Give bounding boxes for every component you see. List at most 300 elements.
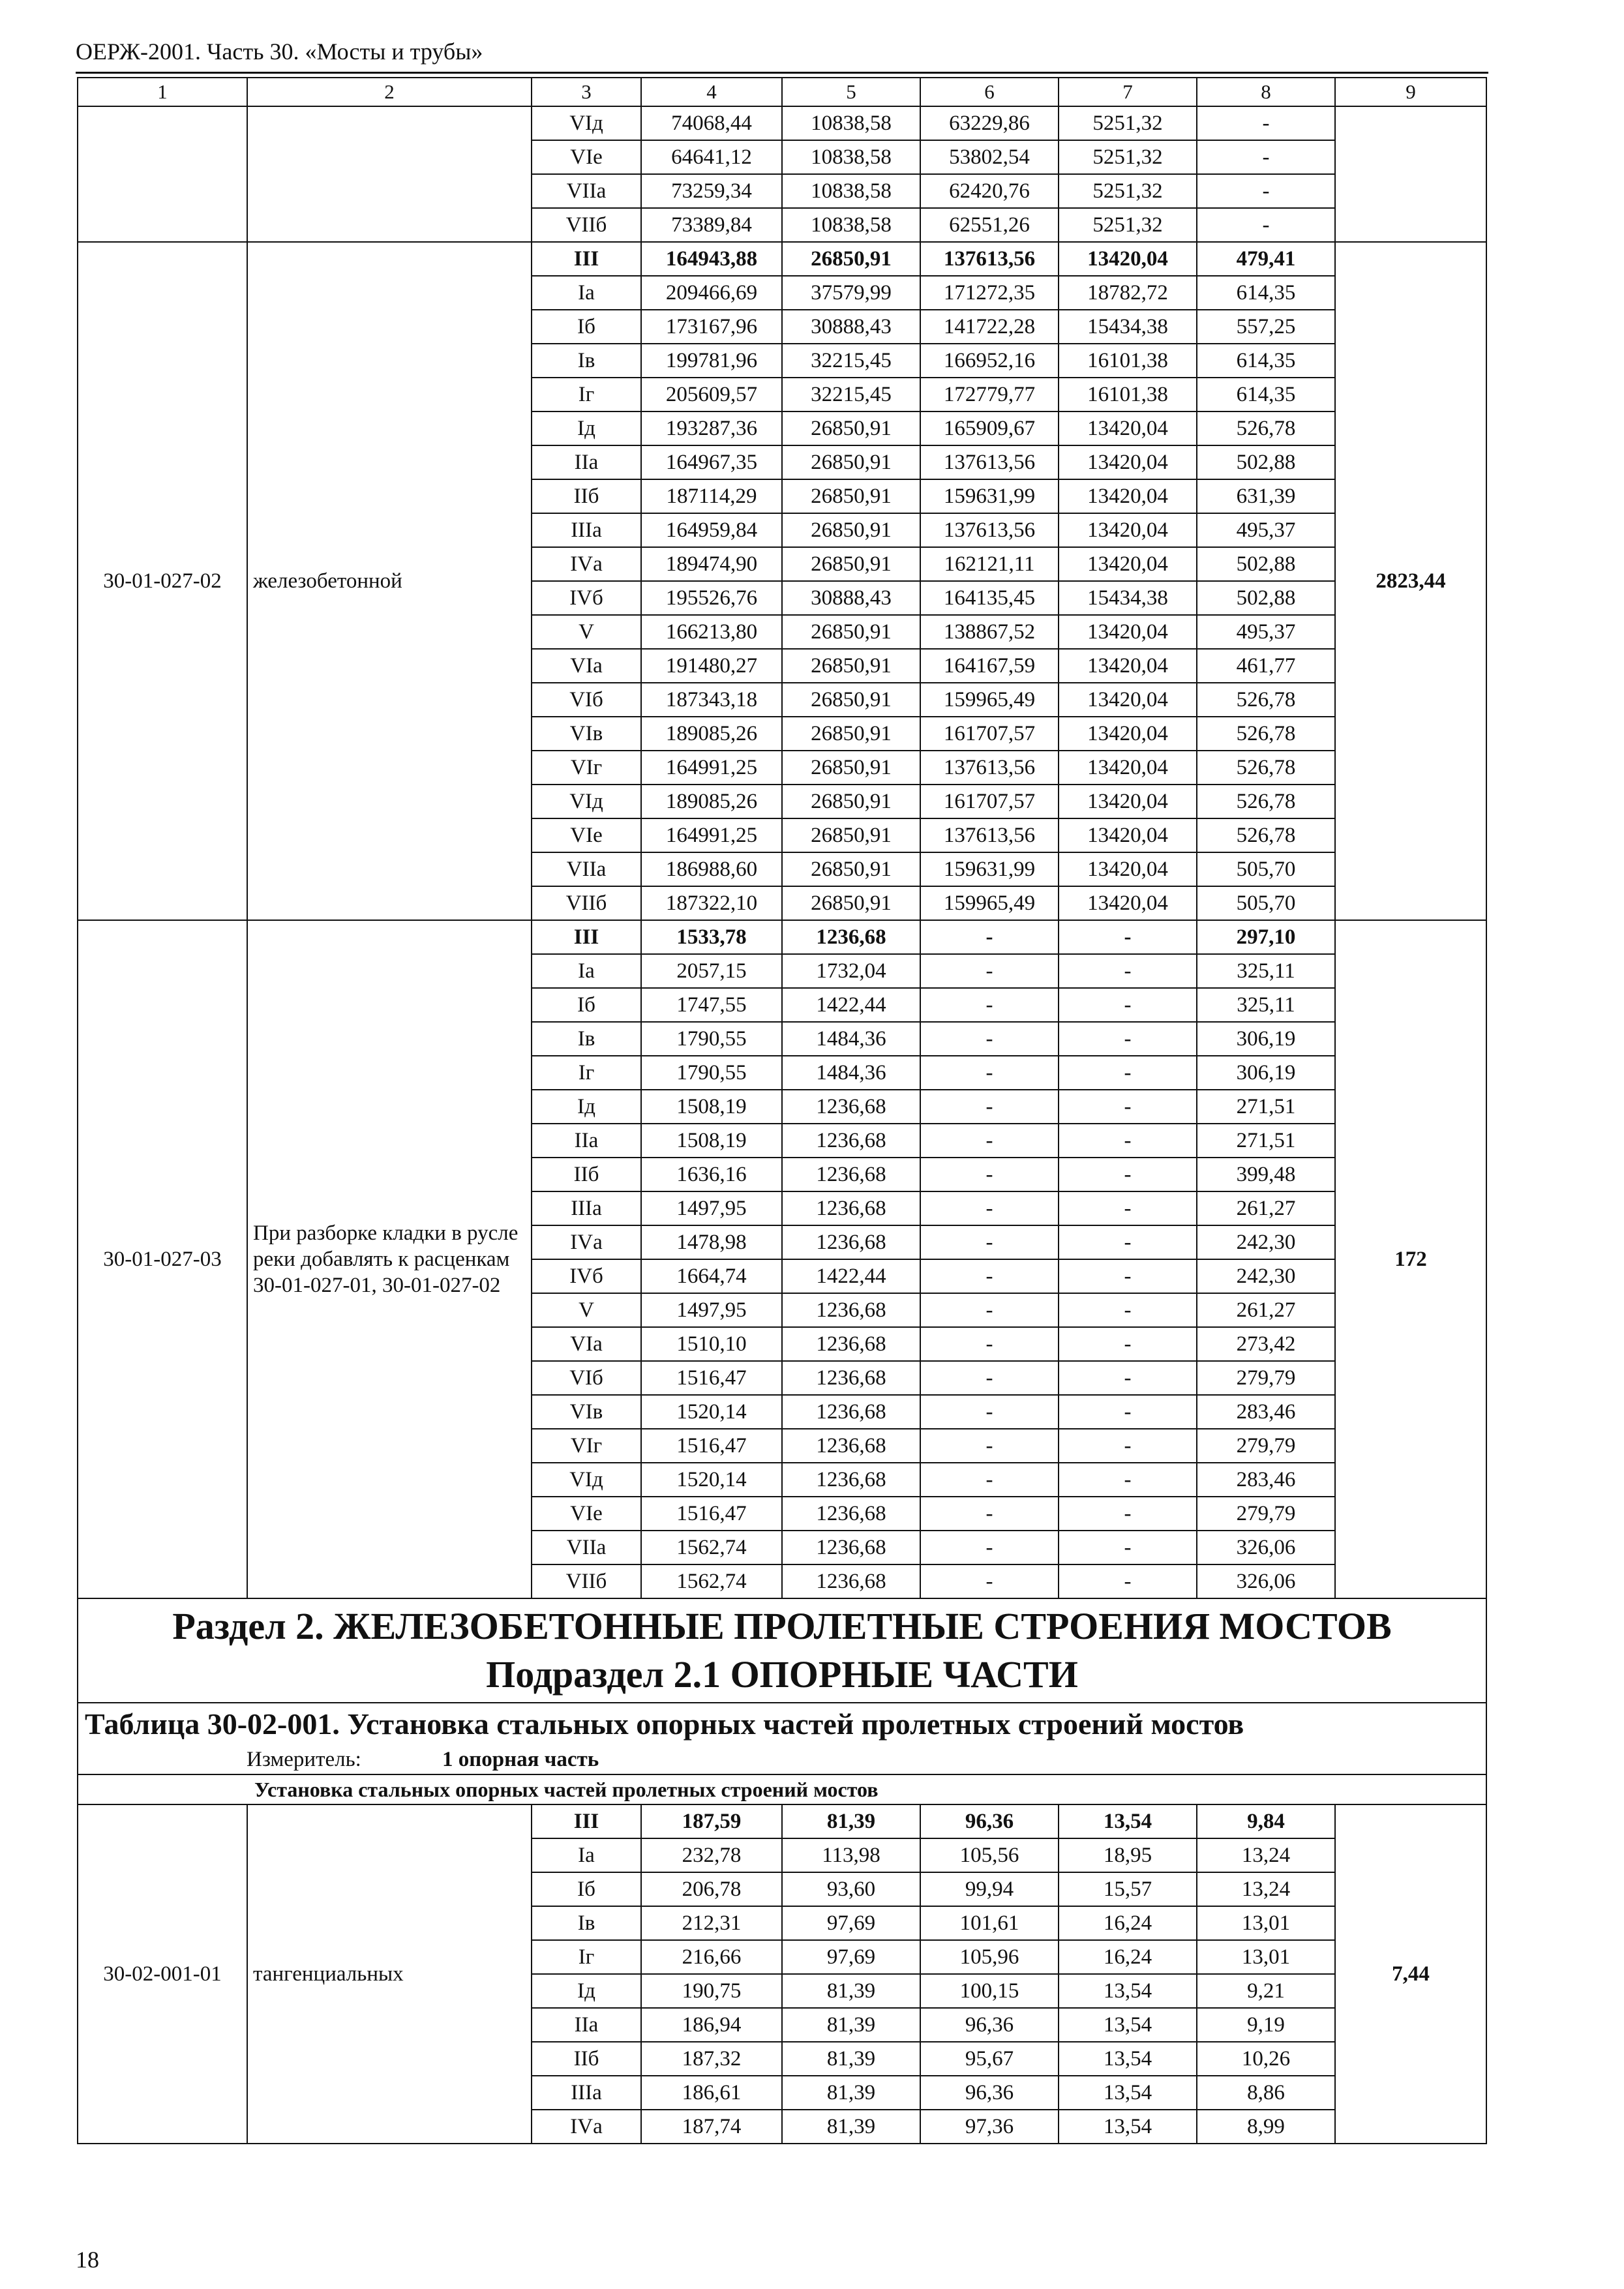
value-cell: 1236,68 bbox=[782, 1463, 920, 1497]
value-cell: 495,37 bbox=[1197, 615, 1335, 649]
value-cell: 26850,91 bbox=[782, 751, 920, 785]
value-cell: 13,54 bbox=[1059, 2110, 1197, 2144]
value-cell: 13420,04 bbox=[1059, 479, 1197, 513]
value-cell: 1422,44 bbox=[782, 988, 920, 1022]
value-cell: - bbox=[1197, 106, 1335, 140]
value-cell: IIIа bbox=[532, 2076, 641, 2110]
value-cell: 13420,04 bbox=[1059, 852, 1197, 886]
value-cell: 1790,55 bbox=[641, 1022, 782, 1056]
value-cell: Iа bbox=[532, 954, 641, 988]
value-cell: 32215,45 bbox=[782, 378, 920, 411]
rate-total: 2823,44 bbox=[1335, 242, 1486, 920]
value-cell: 161707,57 bbox=[920, 717, 1059, 751]
value-cell: 261,27 bbox=[1197, 1191, 1335, 1225]
value-cell: 1484,36 bbox=[782, 1056, 920, 1090]
value-cell: 1747,55 bbox=[641, 988, 782, 1022]
value-cell: 173167,96 bbox=[641, 310, 782, 344]
value-cell: Iв bbox=[532, 344, 641, 378]
value-cell: 326,06 bbox=[1197, 1564, 1335, 1598]
value-cell: 479,41 bbox=[1197, 242, 1335, 276]
value-cell: - bbox=[920, 1293, 1059, 1327]
value-cell: 53802,54 bbox=[920, 140, 1059, 174]
value-cell: 137613,56 bbox=[920, 818, 1059, 852]
value-cell: IVб bbox=[532, 581, 641, 615]
value-cell: 73389,84 bbox=[641, 208, 782, 242]
value-cell: 614,35 bbox=[1197, 276, 1335, 310]
value-cell: 93,60 bbox=[782, 1872, 920, 1906]
value-cell: 1484,36 bbox=[782, 1022, 920, 1056]
value-cell: 273,42 bbox=[1197, 1327, 1335, 1361]
value-cell: 557,25 bbox=[1197, 310, 1335, 344]
value-cell: 16101,38 bbox=[1059, 378, 1197, 411]
column-number: 4 bbox=[641, 78, 782, 106]
value-cell: 141722,28 bbox=[920, 310, 1059, 344]
value-cell: 16,24 bbox=[1059, 1940, 1197, 1974]
value-cell: 1236,68 bbox=[782, 920, 920, 954]
value-cell: 30888,43 bbox=[782, 310, 920, 344]
value-cell: 96,36 bbox=[920, 2008, 1059, 2042]
value-cell: VIIб bbox=[532, 886, 641, 920]
value-cell: 26850,91 bbox=[782, 513, 920, 547]
value-cell: 81,39 bbox=[782, 2076, 920, 2110]
value-cell: Iд bbox=[532, 1090, 641, 1124]
value-cell: 95,67 bbox=[920, 2042, 1059, 2076]
value-cell: 1732,04 bbox=[782, 954, 920, 988]
value-cell: 1236,68 bbox=[782, 1191, 920, 1225]
value-cell: 26850,91 bbox=[782, 717, 920, 751]
value-cell: Iв bbox=[532, 1906, 641, 1940]
value-cell: 399,48 bbox=[1197, 1158, 1335, 1191]
value-cell: 159631,99 bbox=[920, 479, 1059, 513]
value-cell: 212,31 bbox=[641, 1906, 782, 1940]
column-number: 3 bbox=[532, 78, 641, 106]
value-cell: - bbox=[1059, 1259, 1197, 1293]
value-cell: VIа bbox=[532, 649, 641, 683]
value-cell: 242,30 bbox=[1197, 1259, 1335, 1293]
value-cell: 164991,25 bbox=[641, 818, 782, 852]
value-cell: 171272,35 bbox=[920, 276, 1059, 310]
value-cell: 13,24 bbox=[1197, 1872, 1335, 1906]
value-cell: - bbox=[920, 1327, 1059, 1361]
value-cell: - bbox=[920, 954, 1059, 988]
table-title-row bbox=[78, 1703, 1486, 1745]
value-cell: 137613,56 bbox=[920, 751, 1059, 785]
value-cell: 13420,04 bbox=[1059, 785, 1197, 818]
value-cell: IIб bbox=[532, 479, 641, 513]
value-cell: 10838,58 bbox=[782, 174, 920, 208]
value-cell: IIа bbox=[532, 2008, 641, 2042]
value-cell: 297,10 bbox=[1197, 920, 1335, 954]
value-cell: - bbox=[1059, 1293, 1197, 1327]
value-cell: 81,39 bbox=[782, 2042, 920, 2076]
value-cell: 1236,68 bbox=[782, 1531, 920, 1564]
value-cell: 13,54 bbox=[1059, 1974, 1197, 2008]
value-cell: 1236,68 bbox=[782, 1293, 920, 1327]
value-cell: Iв bbox=[532, 1022, 641, 1056]
value-cell: VIIа bbox=[532, 852, 641, 886]
value-cell: 526,78 bbox=[1197, 785, 1335, 818]
value-cell: 502,88 bbox=[1197, 445, 1335, 479]
value-cell: 279,79 bbox=[1197, 1361, 1335, 1395]
value-cell: - bbox=[1059, 1497, 1197, 1531]
value-cell: 186,61 bbox=[641, 2076, 782, 2110]
value-cell: 62551,26 bbox=[920, 208, 1059, 242]
value-cell: V bbox=[532, 615, 641, 649]
value-cell: 74068,44 bbox=[641, 106, 782, 140]
value-cell: - bbox=[1059, 1564, 1197, 1598]
value-cell: 164959,84 bbox=[641, 513, 782, 547]
value-cell: - bbox=[920, 1090, 1059, 1124]
sub-heading: Установка стальных опорных частей пролетных строений мостов bbox=[78, 1774, 1486, 1804]
section-subtitle: Подраздел 2.1 ОПОРНЫЕ ЧАСТИ bbox=[486, 1653, 1078, 1696]
value-cell: 13420,04 bbox=[1059, 547, 1197, 581]
value-cell: 261,27 bbox=[1197, 1293, 1335, 1327]
value-cell: 99,94 bbox=[920, 1872, 1059, 1906]
value-cell: 26850,91 bbox=[782, 683, 920, 717]
value-cell: 13420,04 bbox=[1059, 411, 1197, 445]
value-cell: Iг bbox=[532, 1056, 641, 1090]
value-cell: IIIа bbox=[532, 513, 641, 547]
value-cell: 13420,04 bbox=[1059, 649, 1197, 683]
value-cell: 30888,43 bbox=[782, 581, 920, 615]
value-cell: 526,78 bbox=[1197, 751, 1335, 785]
value-cell: 1236,68 bbox=[782, 1225, 920, 1259]
value-cell: 1562,74 bbox=[641, 1564, 782, 1598]
value-cell: - bbox=[1059, 1158, 1197, 1191]
value-cell: VIе bbox=[532, 140, 641, 174]
value-cell: 26850,91 bbox=[782, 785, 920, 818]
value-cell: 13,24 bbox=[1197, 1838, 1335, 1872]
value-cell: 13,54 bbox=[1059, 2076, 1197, 2110]
value-cell: 1478,98 bbox=[641, 1225, 782, 1259]
rate-name: тангенциальных bbox=[247, 1804, 532, 2144]
value-cell: 159631,99 bbox=[920, 852, 1059, 886]
value-cell: 13420,04 bbox=[1059, 242, 1197, 276]
value-cell: 138867,52 bbox=[920, 615, 1059, 649]
value-cell: 159965,49 bbox=[920, 683, 1059, 717]
table-row bbox=[78, 242, 1486, 276]
value-cell: 1516,47 bbox=[641, 1429, 782, 1463]
value-cell: Iг bbox=[532, 378, 641, 411]
value-cell: 306,19 bbox=[1197, 1056, 1335, 1090]
value-cell: V bbox=[532, 1293, 641, 1327]
value-cell: - bbox=[920, 1361, 1059, 1395]
value-cell: 18782,72 bbox=[1059, 276, 1197, 310]
value-cell: 1236,68 bbox=[782, 1327, 920, 1361]
value-cell: 8,99 bbox=[1197, 2110, 1335, 2144]
value-cell: 1516,47 bbox=[641, 1497, 782, 1531]
value-cell: 271,51 bbox=[1197, 1090, 1335, 1124]
value-cell: 193287,36 bbox=[641, 411, 782, 445]
value-cell: 10838,58 bbox=[782, 106, 920, 140]
table-row bbox=[78, 1804, 1486, 1838]
column-number: 9 bbox=[1335, 78, 1486, 106]
value-cell: 96,36 bbox=[920, 2076, 1059, 2110]
value-cell: 8,86 bbox=[1197, 2076, 1335, 2110]
rate-total: 172 bbox=[1335, 920, 1486, 1598]
value-cell: 189474,90 bbox=[641, 547, 782, 581]
value-cell: Iб bbox=[532, 310, 641, 344]
column-number-row bbox=[78, 78, 1486, 106]
value-cell: 1236,68 bbox=[782, 1497, 920, 1531]
value-cell: 26850,91 bbox=[782, 649, 920, 683]
value-cell: III bbox=[532, 920, 641, 954]
measure-row bbox=[78, 1745, 1486, 1774]
value-cell: 232,78 bbox=[641, 1838, 782, 1872]
value-cell: 1533,78 bbox=[641, 920, 782, 954]
value-cell: 191480,27 bbox=[641, 649, 782, 683]
value-cell: - bbox=[920, 1463, 1059, 1497]
value-cell: - bbox=[920, 1056, 1059, 1090]
column-number: 6 bbox=[920, 78, 1059, 106]
value-cell: 64641,12 bbox=[641, 140, 782, 174]
value-cell: 242,30 bbox=[1197, 1225, 1335, 1259]
value-cell: 1520,14 bbox=[641, 1395, 782, 1429]
value-cell: 614,35 bbox=[1197, 378, 1335, 411]
value-cell: 13420,04 bbox=[1059, 513, 1197, 547]
value-cell: 26850,91 bbox=[782, 411, 920, 445]
value-cell: 187,59 bbox=[641, 1804, 782, 1838]
value-cell: - bbox=[920, 988, 1059, 1022]
value-cell: 1516,47 bbox=[641, 1361, 782, 1395]
value-cell: IIIа bbox=[532, 1191, 641, 1225]
value-cell: VIд bbox=[532, 785, 641, 818]
table-row bbox=[78, 920, 1486, 954]
rate-code: 30-02-001-01 bbox=[78, 1804, 247, 2144]
value-cell: 13420,04 bbox=[1059, 751, 1197, 785]
value-cell: 63229,86 bbox=[920, 106, 1059, 140]
column-number: 1 bbox=[78, 78, 247, 106]
value-cell: - bbox=[1059, 1531, 1197, 1564]
value-cell: 26850,91 bbox=[782, 547, 920, 581]
value-cell: 13420,04 bbox=[1059, 683, 1197, 717]
value-cell: 189085,26 bbox=[641, 785, 782, 818]
value-cell: - bbox=[1059, 1429, 1197, 1463]
value-cell: 187322,10 bbox=[641, 886, 782, 920]
value-cell: - bbox=[1197, 174, 1335, 208]
value-cell: 1508,19 bbox=[641, 1124, 782, 1158]
value-cell: 159965,49 bbox=[920, 886, 1059, 920]
value-cell: 5251,32 bbox=[1059, 208, 1197, 242]
value-cell: 166213,80 bbox=[641, 615, 782, 649]
value-cell: - bbox=[920, 1531, 1059, 1564]
value-cell: VIе bbox=[532, 1497, 641, 1531]
value-cell: 137613,56 bbox=[920, 242, 1059, 276]
value-cell: VIа bbox=[532, 1327, 641, 1361]
measure-value: 1 опорная часть bbox=[442, 1748, 599, 1771]
value-cell: 162121,11 bbox=[920, 547, 1059, 581]
value-cell: - bbox=[920, 1158, 1059, 1191]
value-cell: 505,70 bbox=[1197, 886, 1335, 920]
value-cell: 81,39 bbox=[782, 2110, 920, 2144]
value-cell: IVа bbox=[532, 2110, 641, 2144]
code-cell-empty bbox=[78, 106, 247, 242]
value-cell: - bbox=[1059, 1361, 1197, 1395]
value-cell: 1636,16 bbox=[641, 1158, 782, 1191]
value-cell: 1510,10 bbox=[641, 1327, 782, 1361]
value-cell: - bbox=[1059, 1090, 1197, 1124]
rate-code: 30-01-027-02 bbox=[78, 242, 247, 920]
value-cell: 166952,16 bbox=[920, 344, 1059, 378]
value-cell: IIа bbox=[532, 445, 641, 479]
value-cell: VIе bbox=[532, 818, 641, 852]
rate-name: железобетонной bbox=[247, 242, 532, 920]
value-cell: 1236,68 bbox=[782, 1395, 920, 1429]
value-cell: 13420,04 bbox=[1059, 615, 1197, 649]
value-cell: Iа bbox=[532, 1838, 641, 1872]
value-cell: 1664,74 bbox=[641, 1259, 782, 1293]
value-cell: IIб bbox=[532, 2042, 641, 2076]
value-cell: 526,78 bbox=[1197, 411, 1335, 445]
value-cell: 13420,04 bbox=[1059, 818, 1197, 852]
value-cell: 5251,32 bbox=[1059, 174, 1197, 208]
value-cell: 1790,55 bbox=[641, 1056, 782, 1090]
value-cell: 137613,56 bbox=[920, 445, 1059, 479]
value-cell: 502,88 bbox=[1197, 581, 1335, 615]
value-cell: 164167,59 bbox=[920, 649, 1059, 683]
value-cell: 5251,32 bbox=[1059, 106, 1197, 140]
value-cell: 1422,44 bbox=[782, 1259, 920, 1293]
rate-name: При разборке кладки в русле реки добавлять к расценкам 30-01-027-01, 30-01-027-02 bbox=[247, 920, 532, 1598]
value-cell: 164991,25 bbox=[641, 751, 782, 785]
value-cell: III bbox=[532, 242, 641, 276]
value-cell: 205609,57 bbox=[641, 378, 782, 411]
value-cell: Iг bbox=[532, 1940, 641, 1974]
value-cell: 187114,29 bbox=[641, 479, 782, 513]
value-cell: - bbox=[920, 1497, 1059, 1531]
value-cell: VIд bbox=[532, 106, 641, 140]
value-cell: - bbox=[1197, 208, 1335, 242]
value-cell: 164135,45 bbox=[920, 581, 1059, 615]
value-cell: 283,46 bbox=[1197, 1395, 1335, 1429]
value-cell: VIг bbox=[532, 1429, 641, 1463]
value-cell: 306,19 bbox=[1197, 1022, 1335, 1056]
value-cell: 495,37 bbox=[1197, 513, 1335, 547]
value-cell: 199781,96 bbox=[641, 344, 782, 378]
value-cell: 62420,76 bbox=[920, 174, 1059, 208]
value-cell: 325,11 bbox=[1197, 954, 1335, 988]
value-cell: 502,88 bbox=[1197, 547, 1335, 581]
value-cell: 1236,68 bbox=[782, 1158, 920, 1191]
value-cell: - bbox=[1059, 988, 1197, 1022]
value-cell: 216,66 bbox=[641, 1940, 782, 1974]
measure-cell bbox=[78, 1745, 1486, 1774]
value-cell: 101,61 bbox=[920, 1906, 1059, 1940]
value-cell: 505,70 bbox=[1197, 852, 1335, 886]
value-cell: 26850,91 bbox=[782, 852, 920, 886]
value-cell: IIб bbox=[532, 1158, 641, 1191]
value-cell: - bbox=[1059, 1327, 1197, 1361]
header-rule bbox=[76, 72, 1488, 74]
value-cell: 9,19 bbox=[1197, 2008, 1335, 2042]
value-cell: - bbox=[1059, 1463, 1197, 1497]
value-cell: - bbox=[920, 920, 1059, 954]
value-cell: 26850,91 bbox=[782, 886, 920, 920]
value-cell: - bbox=[1059, 1191, 1197, 1225]
value-cell: - bbox=[920, 1022, 1059, 1056]
table-row bbox=[78, 106, 1486, 140]
value-cell: - bbox=[1059, 920, 1197, 954]
value-cell: IVа bbox=[532, 547, 641, 581]
value-cell: 9,21 bbox=[1197, 1974, 1335, 2008]
value-cell: 187,74 bbox=[641, 2110, 782, 2144]
value-cell: 16101,38 bbox=[1059, 344, 1197, 378]
value-cell: 190,75 bbox=[641, 1974, 782, 2008]
value-cell: 26850,91 bbox=[782, 615, 920, 649]
value-cell: 164967,35 bbox=[641, 445, 782, 479]
value-cell: 1236,68 bbox=[782, 1090, 920, 1124]
value-cell: 97,36 bbox=[920, 2110, 1059, 2144]
value-cell: 13,54 bbox=[1059, 2008, 1197, 2042]
total-cell-empty bbox=[1335, 106, 1486, 242]
value-cell: 5251,32 bbox=[1059, 140, 1197, 174]
value-cell: - bbox=[920, 1395, 1059, 1429]
value-cell: 186988,60 bbox=[641, 852, 782, 886]
value-cell: VIд bbox=[532, 1463, 641, 1497]
column-number: 5 bbox=[782, 78, 920, 106]
value-cell: - bbox=[1059, 1124, 1197, 1158]
value-cell: 461,77 bbox=[1197, 649, 1335, 683]
section-heading-row bbox=[78, 1598, 1486, 1703]
value-cell: 195526,76 bbox=[641, 581, 782, 615]
value-cell: VIIа bbox=[532, 174, 641, 208]
value-cell: 172779,77 bbox=[920, 378, 1059, 411]
value-cell: IIа bbox=[532, 1124, 641, 1158]
value-cell: 279,79 bbox=[1197, 1497, 1335, 1531]
value-cell: 81,39 bbox=[782, 1974, 920, 2008]
value-cell: 13420,04 bbox=[1059, 445, 1197, 479]
value-cell: - bbox=[920, 1259, 1059, 1293]
value-cell: 1236,68 bbox=[782, 1361, 920, 1395]
value-cell: 189085,26 bbox=[641, 717, 782, 751]
value-cell: 283,46 bbox=[1197, 1463, 1335, 1497]
value-cell: 81,39 bbox=[782, 2008, 920, 2042]
value-cell: 526,78 bbox=[1197, 818, 1335, 852]
value-cell: 206,78 bbox=[641, 1872, 782, 1906]
value-cell: VIг bbox=[532, 751, 641, 785]
value-cell: - bbox=[1059, 1225, 1197, 1259]
value-cell: 16,24 bbox=[1059, 1906, 1197, 1940]
sub-heading-row bbox=[78, 1774, 1486, 1804]
measure-label: Измеритель: bbox=[247, 1748, 361, 1771]
value-cell: 10838,58 bbox=[782, 140, 920, 174]
value-cell: 26850,91 bbox=[782, 242, 920, 276]
value-cell: 10838,58 bbox=[782, 208, 920, 242]
page-header-title: ОЕРЖ-2001. Часть 30. «Мосты и трубы» bbox=[76, 38, 483, 65]
value-cell: 13,54 bbox=[1059, 2042, 1197, 2076]
value-cell: 81,39 bbox=[782, 1804, 920, 1838]
section-heading bbox=[78, 1598, 1486, 1703]
value-cell: 26850,91 bbox=[782, 479, 920, 513]
value-cell: 325,11 bbox=[1197, 988, 1335, 1022]
table-title: Таблица 30-02-001. Установка стальных опорных частей пролетных строений мостов bbox=[78, 1703, 1486, 1745]
value-cell: 209466,69 bbox=[641, 276, 782, 310]
page-number: 18 bbox=[76, 2247, 99, 2273]
value-cell: 32215,45 bbox=[782, 344, 920, 378]
value-cell: VIб bbox=[532, 683, 641, 717]
value-cell: 105,96 bbox=[920, 1940, 1059, 1974]
value-cell: - bbox=[1059, 1056, 1197, 1090]
value-cell: 18,95 bbox=[1059, 1838, 1197, 1872]
value-cell: 73259,34 bbox=[641, 174, 782, 208]
value-cell: - bbox=[1059, 1395, 1197, 1429]
rates-table bbox=[77, 77, 1487, 2144]
value-cell: 1562,74 bbox=[641, 1531, 782, 1564]
value-cell: 13420,04 bbox=[1059, 717, 1197, 751]
value-cell: 13,01 bbox=[1197, 1940, 1335, 1974]
value-cell: 26850,91 bbox=[782, 445, 920, 479]
value-cell: 279,79 bbox=[1197, 1429, 1335, 1463]
